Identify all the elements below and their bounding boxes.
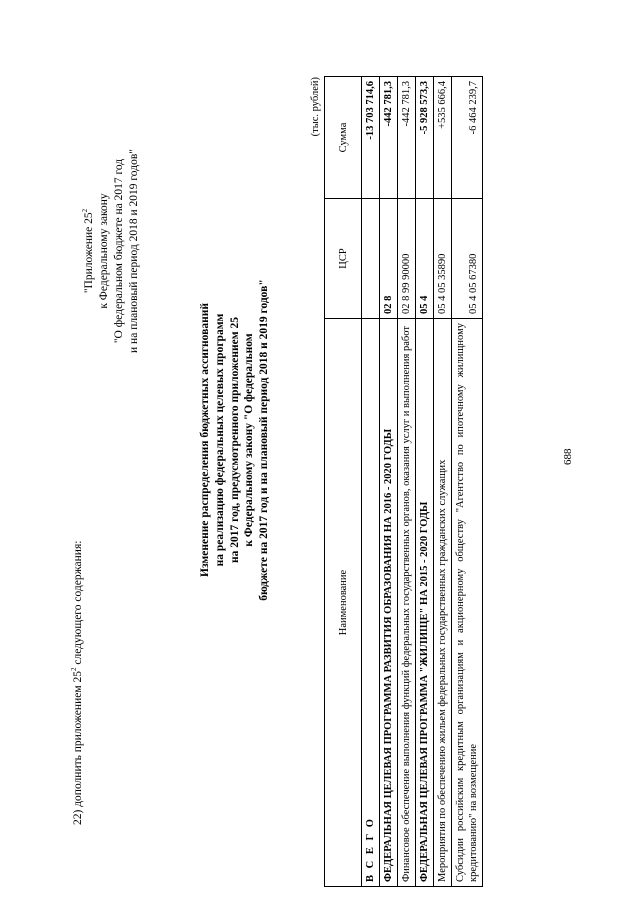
table-row: [398, 77, 416, 887]
title-line-3: на 2017 год, предусмотренного приложением 25: [228, 317, 241, 563]
row-name: Мероприятия по обеспечению жильем федеральных государственных гражданских служащих: [434, 319, 452, 887]
intro-sup: 2: [70, 667, 78, 672]
title-line-4: к Федеральному закону "О федеральном: [243, 333, 256, 547]
row-csr: 05 4 05 67380: [452, 199, 483, 319]
title-line-2: на реализацию федеральных целевых программ: [213, 313, 226, 567]
table-header-row: [325, 77, 362, 887]
row-name: Финансовое обеспечение выполнения функций федеральных государственных органов, оказания услуг и выполнения работ: [398, 319, 416, 887]
row-csr: [362, 199, 380, 319]
table-row: [434, 77, 452, 887]
row-name: ФЕДЕРАЛЬНАЯ ЦЕЛЕВАЯ ПРОГРАММА РАЗВИТИЯ ОБРАЗОВАНИЯ НА 2016 - 2020 ГОДЫ: [380, 319, 398, 887]
row-csr: 02 8 99 90000: [398, 199, 416, 319]
row-sum: -442 781,3: [380, 77, 398, 199]
intro-after: следующего содержания:: [71, 540, 84, 668]
appendix-line-4: и на плановый период 2018 и 2019 годов": [127, 149, 140, 353]
appendix-header: [78, 111, 142, 391]
appendix-line-1-text: "Приложение 25: [82, 212, 95, 294]
intro-before: 22) дополнить приложением 25: [71, 671, 84, 825]
unit-label: (тыс. рублей): [310, 77, 321, 137]
row-name: ФЕДЕРАЛЬНАЯ ЦЕЛЕВАЯ ПРОГРАММА "ЖИЛИЩЕ" НА 2015 - 2020 ГОДЫ: [416, 319, 434, 887]
table-row: [416, 77, 434, 887]
appendix-line-2: к Федеральному закону: [97, 193, 110, 309]
row-sum: +535 666,4: [434, 77, 452, 199]
row-sum: -6 464 239,7: [452, 77, 483, 199]
title-line-1: Изменение распределения бюджетных ассигнований: [199, 303, 211, 577]
appendix-line-3: "О федеральном бюджете на 2017 год: [112, 158, 125, 344]
table-row: [452, 77, 483, 887]
intro-text: [70, 541, 84, 825]
appendix-line-1: [78, 111, 97, 391]
row-csr: 02 8: [380, 199, 398, 319]
row-csr: 05 4: [416, 199, 434, 319]
header-csr: ЦСР: [325, 199, 362, 319]
table-row: [380, 77, 398, 887]
document-title: [198, 190, 272, 690]
header-sum: Сумма: [325, 77, 362, 199]
appendix-line-1-sup: 2: [81, 208, 89, 213]
row-name: Субсидии российским кредитным организациям и акционерному обществу "Агентство по ипотечному жилищному кредитованию" на возмещение: [452, 319, 483, 887]
row-csr: 05 4 05 35890: [434, 199, 452, 319]
row-name: В С Е Г О: [362, 319, 380, 887]
header-name: Наименование: [325, 319, 362, 887]
table-row: [362, 77, 380, 887]
row-sum: -13 703 714,6: [362, 77, 380, 199]
row-sum: -5 928 573,3: [416, 77, 434, 199]
title-line-5: бюджете на 2017 год и на плановый период 2018 и 2019 годов": [258, 279, 271, 601]
page-number: 688: [562, 448, 574, 465]
appropriations-table: [324, 76, 483, 887]
row-sum: -442 781,3: [398, 77, 416, 199]
